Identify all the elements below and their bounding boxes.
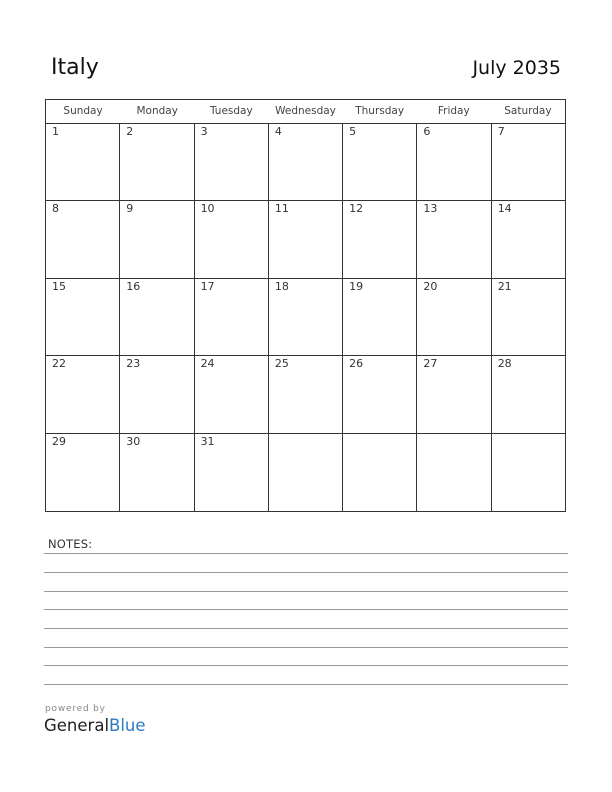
day-number: 13: [423, 202, 438, 216]
day-number: 1: [52, 125, 59, 138]
day-number: 17: [200, 279, 215, 293]
day-number: 19: [349, 279, 364, 293]
day-number: 10: [200, 202, 215, 216]
day-cell: [492, 201, 565, 277]
note-line: [44, 684, 568, 685]
day-cell: [46, 356, 120, 432]
day-number: 27: [423, 357, 438, 371]
day-number: 18: [274, 279, 289, 293]
day-number: 26: [349, 357, 364, 371]
weekday-header-row: [46, 100, 565, 124]
day-number: 7: [497, 125, 505, 138]
note-line: [44, 628, 568, 629]
day-cell: [417, 434, 491, 511]
week-row: [46, 279, 565, 356]
day-number: 2: [126, 125, 134, 138]
day-number: 3: [200, 125, 208, 138]
day-cell: [492, 124, 565, 200]
day-cell: [343, 201, 417, 277]
weekday-header: Monday: [136, 105, 178, 117]
day-cell: [46, 279, 120, 355]
notes-label: NOTES:: [48, 537, 93, 551]
day-number: 6: [423, 125, 431, 138]
day-number: 4: [274, 125, 282, 138]
day-number: 31: [200, 434, 215, 448]
day-cell: [120, 434, 194, 511]
day-number: 30: [126, 434, 141, 448]
day-cell: [120, 279, 194, 355]
day-cell: [492, 356, 565, 432]
day-number: 14: [497, 202, 512, 216]
powered-by-text: powered by: [45, 704, 106, 714]
day-cell: [195, 434, 269, 511]
day-cell: [343, 124, 417, 200]
day-cell: [492, 279, 565, 355]
day-number: 22: [52, 357, 66, 371]
brand-general: General: [44, 716, 110, 735]
calendar-weeks: [46, 124, 565, 511]
day-number: 29: [52, 434, 66, 448]
month-year-title: July 2035: [472, 57, 561, 79]
day-cell: [269, 124, 343, 200]
day-number: 12: [349, 202, 364, 216]
weekday-header: Wednesday: [275, 105, 336, 117]
note-line: [44, 553, 568, 554]
day-cell: [417, 124, 491, 200]
day-cell: [417, 279, 491, 355]
day-cell: [195, 201, 269, 277]
week-row: [46, 124, 565, 201]
day-cell: [195, 279, 269, 355]
day-number: 28: [497, 357, 512, 371]
day-number: 24: [200, 357, 215, 371]
day-cell: [492, 434, 565, 511]
day-number: 5: [349, 125, 357, 138]
weekday-header: Saturday: [504, 105, 552, 117]
day-number: 16: [126, 279, 141, 293]
day-cell: [269, 201, 343, 277]
day-cell: [269, 356, 343, 432]
day-number: 9: [126, 202, 134, 216]
week-row: [46, 356, 565, 433]
country-title: Italy: [51, 55, 99, 80]
week-row: [46, 201, 565, 278]
day-cell: [195, 124, 269, 200]
day-cell: [343, 279, 417, 355]
note-line: [44, 665, 568, 666]
weekday-header: Thursday: [355, 105, 405, 117]
day-cell: [195, 356, 269, 432]
day-number: 20: [423, 279, 438, 293]
day-number: 8: [52, 202, 59, 216]
day-number: 21: [497, 279, 512, 293]
day-cell: [417, 356, 491, 432]
weekday-header: Tuesday: [209, 105, 253, 117]
calendar-grid: [45, 99, 566, 512]
day-cell: [120, 124, 194, 200]
note-line: [44, 572, 568, 573]
day-cell: [269, 434, 343, 511]
weekday-header: Friday: [437, 105, 470, 117]
day-cell: [46, 124, 120, 200]
day-cell: [343, 434, 417, 511]
day-cell: [46, 201, 120, 277]
note-line: [44, 591, 568, 592]
note-line: [44, 647, 568, 648]
day-number: 25: [274, 357, 289, 371]
weekday-header: Sunday: [63, 105, 103, 117]
day-number: 15: [52, 279, 66, 293]
day-cell: [120, 356, 194, 432]
day-cell: [343, 356, 417, 432]
brand-logo: [44, 716, 146, 735]
day-cell: [120, 201, 194, 277]
day-number: 11: [274, 202, 289, 216]
day-number: 23: [126, 357, 141, 371]
day-cell: [269, 279, 343, 355]
day-cell: [46, 434, 120, 511]
day-cell: [417, 201, 491, 277]
note-line: [44, 609, 568, 610]
week-row: [46, 434, 565, 511]
brand-blue: Blue: [109, 716, 146, 735]
